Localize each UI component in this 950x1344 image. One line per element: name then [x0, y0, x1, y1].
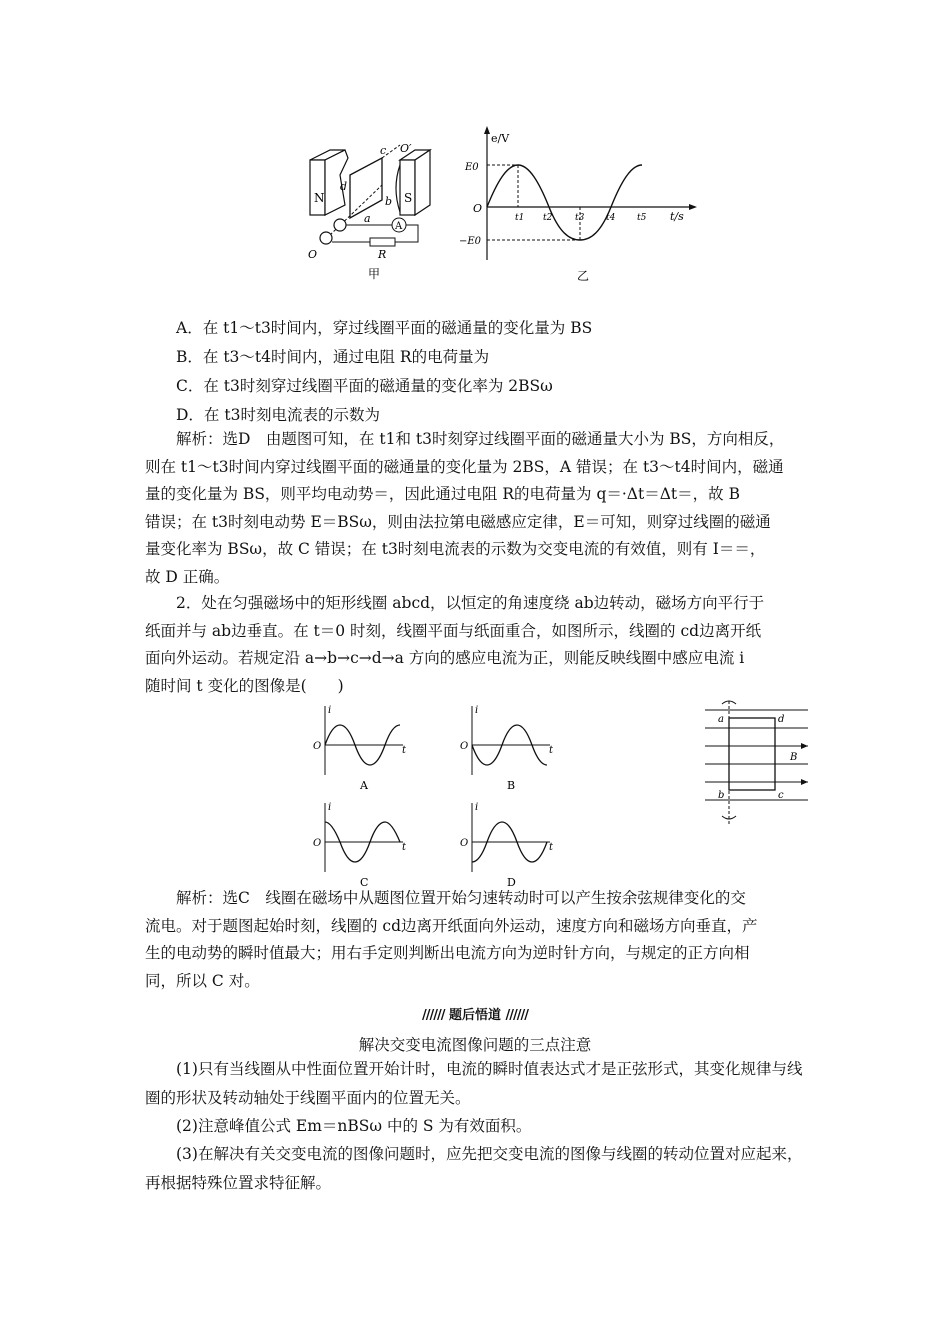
figure-emf-graph [455, 120, 705, 285]
graph-d-o: O [460, 838, 469, 849]
option-c: C．在 t3时刻穿过线圈平面的磁通量的变化率为 2BSω [176, 377, 553, 395]
question-2-line: 2．处在匀强磁场中的矩形线圈 abcd，以恒定的角速度绕 ab边转动，磁场方向平行于 [176, 594, 765, 612]
graph-option-a [308, 703, 408, 793]
graph-option-d [455, 800, 555, 890]
analysis-1-line: 则在 t1～t3时间内穿过线圈平面的磁通量的变化量为 2BS，A 错误；在 t3～t4时间内，磁通 [145, 457, 784, 476]
label-o: O [308, 248, 318, 261]
label-o-prime: O′ [400, 142, 412, 155]
graph-a-i: i [328, 705, 332, 716]
graph-c-i: i [328, 802, 332, 813]
banner-deco-right: ////// [505, 1008, 529, 1023]
figure-coil-field [700, 698, 815, 830]
analysis-1-line: 故 D 正确。 [145, 567, 230, 586]
label-N: N [314, 191, 325, 205]
label-S: S [404, 191, 413, 205]
coil-label-b: b [718, 790, 725, 801]
x-axis-label: t/s [670, 210, 684, 223]
analysis-1-line: 量变化率为 BSω，故 C 错误；在 t3时刻电流表的示数为交变电流的有效值，则有 I＝＝， [145, 540, 766, 558]
tick-t1: t1 [515, 213, 525, 223]
coil-label-a: a [718, 714, 724, 725]
analysis-1-line: 解析：选D 由题图可知，在 t1和 t3时刻穿过线圈平面的磁通量大小为 BS，方向相反， [176, 430, 785, 448]
banner-deco-left: ////// [421, 1008, 445, 1023]
analysis-1-line: 错误；在 t3时刻电动势 E＝BSω，则由法拉第电磁感应定律，E＝可知，则穿过线圈的磁通 [145, 512, 771, 531]
reflection-title: 解决交变电流图像问题的三点注意 [358, 1036, 592, 1054]
figure-generator [300, 130, 430, 285]
question-2-line: 纸面并与 ab边垂直。在 t＝0 时刻，线圈平面与纸面重合，如图所示，线圈的 cd边离开纸 [145, 621, 762, 640]
caption-yi: 乙 [577, 269, 590, 283]
label-a: a [364, 212, 371, 225]
option-b: B．在 t3～t4时间内，通过电阻 R的电荷量为 [176, 348, 490, 366]
banner-text: 题后悟道 [448, 1008, 501, 1023]
graph-b-o: O [460, 741, 469, 752]
graph-c-t: t [402, 842, 407, 853]
label-c: c [380, 144, 387, 157]
reflection-item-2: (2)注意峰值公式 Em＝nBSω 中的 S 为有效面积。 [176, 1117, 532, 1135]
analysis-2-line: 流电。对于题图起始时刻，线圈的 cd边离开纸面向外运动，速度方向和磁场方向垂直，产 [145, 916, 758, 935]
emf-graph [455, 120, 705, 285]
graph-d-label: D [507, 876, 516, 889]
graph-option-b [455, 703, 555, 793]
graph-c-label: C [360, 876, 369, 889]
coil-label-c: c [778, 790, 784, 801]
tick-t3: t3 [575, 213, 585, 223]
tick-t4: t4 [606, 213, 616, 223]
label-r: R [378, 248, 387, 261]
option-d: D．在 t3时刻电流表的示数为 [176, 406, 380, 424]
graph-b-label: B [507, 779, 516, 792]
emf-sine-curve [487, 165, 642, 240]
field-label-b: B [790, 752, 798, 763]
label-b: b [385, 195, 393, 208]
label-d: d [340, 180, 348, 193]
analysis-1-line: 量的变化量为 BS，则平均电动势＝，因此通过电阻 R的电荷量为 q＝·Δt＝Δt＝，故 B [145, 485, 740, 503]
analysis-2-line: 同，所以 C 对。 [145, 971, 260, 990]
tick-t5: t5 [637, 213, 647, 223]
coil-label-d: d [778, 714, 785, 725]
question-2-stem [145, 590, 764, 700]
y-axis-label: e/V [491, 132, 510, 145]
graph-b-t: t [549, 745, 554, 756]
analysis-1 [145, 426, 784, 591]
graph-option-c [308, 800, 408, 890]
label-e0: E0 [465, 162, 479, 173]
graph-a-o: O [313, 741, 322, 752]
graph-d-t: t [549, 842, 554, 853]
graph-a-t: t [402, 745, 407, 756]
graph-d-i: i [475, 802, 479, 813]
generator-diagram [300, 130, 430, 285]
tick-t2: t2 [543, 213, 553, 223]
graph-b-i: i [475, 705, 479, 716]
graph-c-o: O [313, 838, 322, 849]
graph-a-label: A [360, 779, 368, 792]
reflection-banner [0, 1004, 950, 1023]
label-origin: O [473, 202, 483, 215]
label-neg-e0: −E0 [459, 236, 482, 247]
caption-jia: 甲 [368, 267, 381, 281]
analysis-2-line: 生的电动势的瞬时值最大；用右手定则判断出电流方向为逆时针方向，与规定的正方向相 [145, 944, 750, 962]
label-ammeter: A [395, 221, 403, 232]
analysis-2 [145, 885, 758, 995]
question-2-line: 随时间 t 变化的图像是( ) [145, 676, 344, 695]
reflection-item-3: (3)在解决有关交变电流的图像问题时，应先把交变电流的图像与线圈的转动位置对应起来，再根据特殊位置求特征解。 [145, 1145, 803, 1192]
analysis-2-line: 解析：选C 线圈在磁场中从题图位置开始匀速转动时可以产生按余弦规律变化的交 [176, 889, 746, 907]
question-2-line: 面向外运动。若规定沿 a→b→c→d→a 方向的感应电流为正，则能反映线圈中感应电流 i [145, 649, 745, 667]
reflection-item-1: (1)只有当线圈从中性面位置开始计时，电流的瞬时值表达式才是正弦形式，其变化规律与线圈的形状及转动轴处于线圈平面内的位置无关。 [145, 1060, 803, 1107]
option-a: A．在 t1～t3时间内，穿过线圈平面的磁通量的变化量为 BS [176, 319, 593, 337]
